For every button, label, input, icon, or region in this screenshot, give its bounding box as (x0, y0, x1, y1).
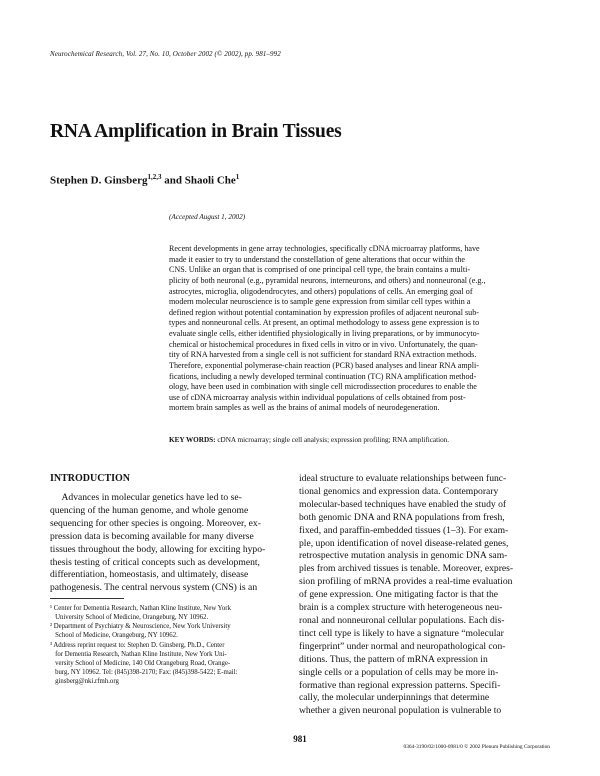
keywords (169, 436, 449, 444)
body-line: sequencing for other species is ongoing. Moreover, ex- (50, 517, 261, 529)
copyright-line: 0364-3190/02/1000-0981/0 © 2002 Plenum Publishing Corporation (403, 744, 550, 750)
body-line: Advances in molecular genetics have led to se- (50, 492, 242, 503)
abstract-line: astrocytes, microglia, oligodendrocytes, and others) populations of cells. An emerging goal of (169, 286, 473, 296)
body-line: ples from archived tissues is tenable. Moreover, expres- (299, 563, 514, 575)
abstract-line: mortem brain samples as well as the brains of animal models of neurodegeneration. (169, 403, 440, 413)
body-line: quencing of the human genome, and whole genome (50, 504, 249, 516)
abstract-line: fications, including a newly developed terminal continuation (TC) RNA amplification method- (169, 371, 477, 381)
abstract-line: CNS. Unlike an organ that is comprised of one principal cell type, the brain contains a multi- (169, 265, 471, 275)
body-line: ideal structure to evaluate relationships between func- (299, 473, 507, 484)
accepted-date: (Accepted August 1, 2002) (169, 213, 246, 221)
body-line: whether a given neuronal population is vulnerable to (299, 705, 502, 717)
author-line (50, 173, 239, 187)
body-column-right (299, 473, 551, 718)
body-line: fingerprint” under normal and neuropathological con- (299, 640, 506, 652)
footnote-divider (50, 598, 124, 599)
abstract-line: evaluate single cells, either identified physiologically in living preparations, or by immunocyto- (169, 329, 480, 338)
body-line: thesis testing of critical concepts such as development, (50, 556, 260, 568)
body-line: of gene expression. One mitigating factor is that the (299, 589, 499, 601)
body-line: fixed, and paraffin-embedded tissues (1–3). For exam- (299, 524, 509, 536)
body-line: differentiation, homeostasis, and ultimately, disease (50, 569, 249, 581)
abstract-line: made it easier to try to understand the constellation of gene alterations that occur within the (169, 254, 466, 264)
body-line: ditions. Thus, the pattern of mRNA expression in (299, 653, 488, 665)
keywords-label: KEY WORDS: (169, 436, 216, 444)
footnote-line: burg, NY 10962. Tel: (845)398-2170; Fax: (845)398-5422; E-mail: (50, 669, 238, 677)
abstract-line: plicity of both neuronal (e.g., pyramidal neurons, interneurons, and others) and nonneuronal (e.g., (169, 275, 486, 285)
page-number: 981 (293, 734, 307, 744)
body-line: tinct cell type is likely to have a signature “molecular (299, 627, 504, 639)
abstract (169, 244, 549, 414)
abstract-line: ology, have been used in combination with single cell microdissection procedures to enable the (169, 382, 477, 392)
body-line: pathogenesis. The central nervous system (CNS) is an (50, 582, 258, 594)
abstract-line: defined region without potential contamination by expression profiles of adjacent neuronal sub- (169, 307, 479, 317)
footnote-line: School of Medicine, Orangeburg, NY 10962. (50, 632, 178, 640)
footnote-line: ² Department of Psychiatry & Neuroscience, New York University (50, 623, 231, 631)
article-title: RNA Amplification in Brain Tissues (50, 121, 342, 142)
body-line: brain is a complex structure with heterogeneous neu- (299, 602, 503, 614)
body-line: formative than regional expression patterns. Specifi- (299, 679, 501, 691)
body-line: ronal and nonneuronal cellular populations. Each dis- (299, 614, 505, 626)
footnote-line: University School of Medicine, Orangeburg, NY 10962. (50, 614, 209, 622)
author-2-affiliations: 1 (235, 173, 240, 181)
author-conjunction: and (161, 174, 185, 187)
body-line: retrospective mutation analysis in genomic DNA sam- (299, 550, 508, 562)
body-line: single cells or a population of cells may be more in- (299, 666, 499, 678)
body-line: cally, the molecular underpinnings that determine (299, 692, 490, 704)
abstract-line: Therefore, exponential polymerase-chain reaction (PCR) based analyses and linear RNA ampli- (169, 360, 479, 370)
body-column-left (50, 492, 278, 595)
footnote-line: ginsberg@nki.rfmh.org (50, 678, 119, 686)
abstract-line: use of cDNA microarray analysis within individual populations of cells obtained from post- (169, 392, 466, 402)
journal-citation: Neurochemical Research, Vol. 27, No. 10, October 2002 (© 2002), pp. 981–992 (50, 50, 281, 58)
footnote-line: ³ Address reprint request to: Stephen D. Ginsberg, Ph.D., Center (50, 641, 225, 649)
body-line: tional genomics and expression data. Contemporary (299, 485, 499, 497)
body-line: molecular-based techniques have enabled the study of (299, 498, 507, 510)
footnote-line: for Dementia Research, Nathan Kline Institute, New York Uni- (50, 650, 227, 658)
body-line: pression data is becoming available for many diverse (50, 530, 254, 542)
abstract-line: modern molecular neuroscience is to sample gene expression from similar cell types within a (169, 297, 471, 307)
body-line: ple, upon identification of novel disease-related genes, (299, 537, 509, 549)
body-line: sion profiling of mRNA provides a real-time evaluation (299, 576, 513, 588)
author-2: Shaoli Che (184, 174, 236, 187)
body-line: tissues throughout the body, allowing for exciting hypo- (50, 543, 266, 555)
author-1: Stephen D. Ginsberg (50, 174, 148, 187)
abstract-line: chemical or histochemical procedures in fixed cells in vitro or in vivo. Unfortunately, the quan- (169, 339, 478, 349)
footnote-line: ¹ Center for Dementia Research, Nathan Kline Institute, New York (50, 605, 231, 612)
abstract-line: Recent developments in gene array technologies, specifically cDNA microarray platforms, have (169, 244, 480, 253)
keywords-text: cDNA microarray; single cell analysis; expression profiling; RNA amplification. (215, 436, 450, 444)
footnotes (50, 604, 280, 686)
abstract-line: tity of RNA harvested from a single cell is not sufficient for standard RNA extraction methods. (169, 350, 477, 360)
abstract-line: types and nonneuronal cells. At present, an optimal methodology to assess gene expression is to (169, 318, 480, 328)
footnote-line: versity School of Medicine, 140 Old Orangeburg Road, Orange- (50, 659, 231, 667)
section-heading-introduction: INTRODUCTION (50, 473, 131, 484)
author-1-affiliations: 1,2,3 (147, 173, 162, 181)
body-line: both genomic DNA and RNA populations from fresh, (299, 511, 505, 523)
